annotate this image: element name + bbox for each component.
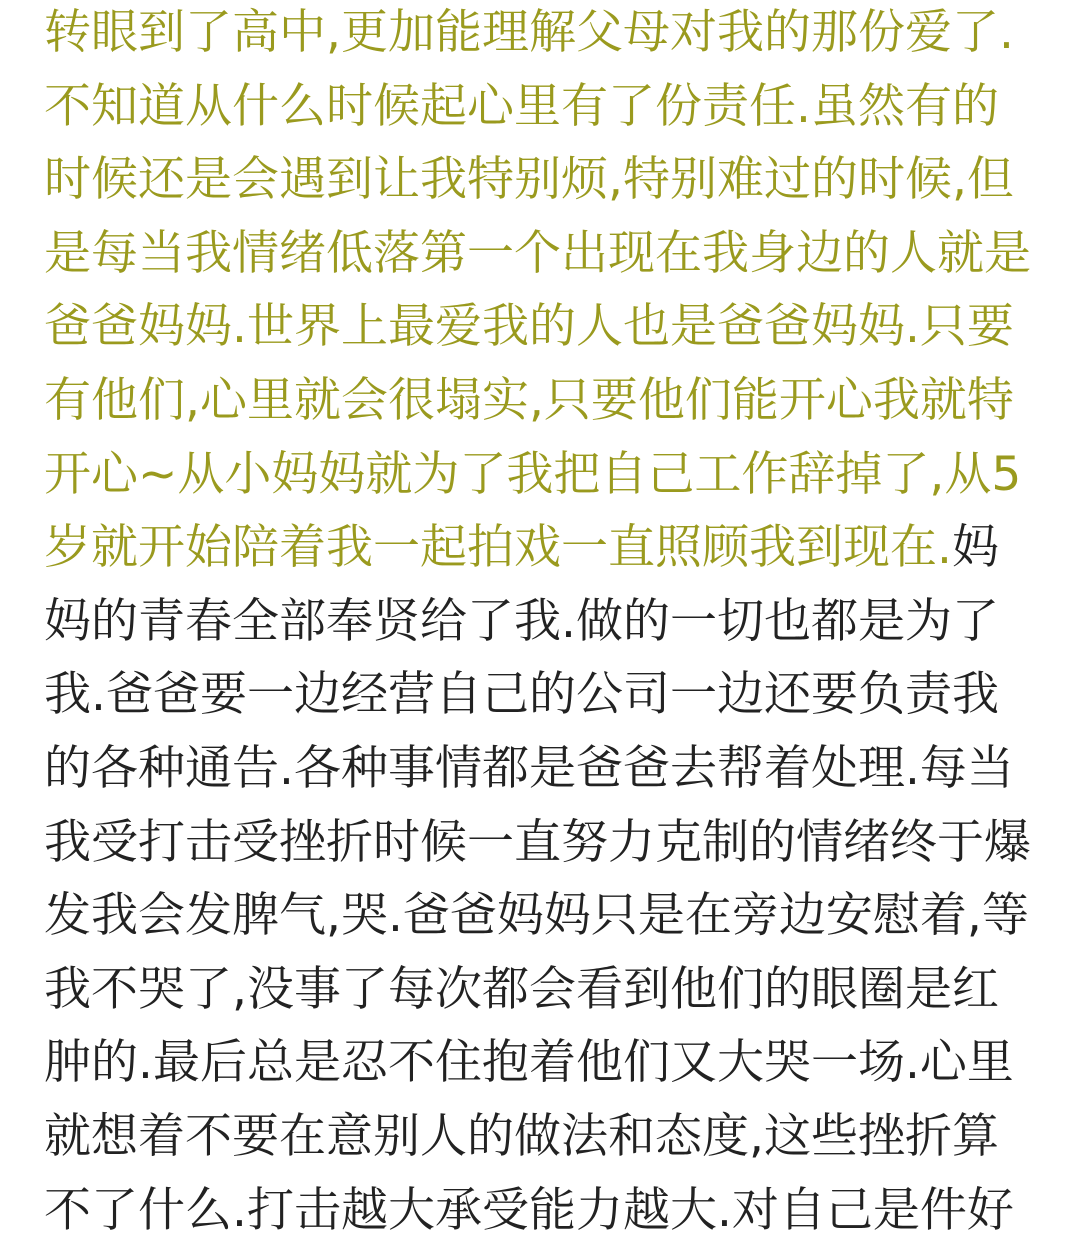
plain-text: 肿的.最后总是忍不住抱着他们又大哭一场.心里 (44, 1035, 1014, 1090)
text-line-16 (44, 1100, 1054, 1174)
plain-text: 妈的青春全部奉贤给了我.做的一切也都是为了 (44, 594, 999, 649)
text-line-6 (44, 364, 1054, 438)
text-line-1 (44, 0, 1054, 70)
plain-text: 妈 (952, 520, 999, 575)
text-line-11 (44, 732, 1054, 806)
highlighted-text: 有他们,心里就会很塌实,只要他们能开心我就特 (44, 373, 1014, 428)
text-line-12 (44, 806, 1054, 880)
plain-text: 发我会发脾气,哭.爸爸妈妈只是在旁边安慰着,等 (44, 888, 1029, 943)
plain-text: 的各种通告.各种事情都是爸爸去帮着处理.每当 (44, 741, 1014, 796)
text-line-13 (44, 879, 1054, 953)
text-line-14 (44, 953, 1054, 1027)
text-line-15 (44, 1026, 1054, 1100)
plain-text: 我.爸爸要一边经营自己的公司一边还要负责我 (44, 667, 999, 722)
text-line-8 (44, 511, 1054, 585)
text-line-17 (44, 1174, 1054, 1247)
highlighted-text: 爸爸妈妈.世界上最爱我的人也是爸爸妈妈.只要 (44, 299, 1014, 354)
highlighted-text: 是每当我情绪低落第一个出现在我身边的人就是 (44, 226, 1031, 281)
highlighted-text: 不知道从什么时候起心里有了份责任.虽然有的 (44, 79, 999, 134)
text-line-3 (44, 143, 1054, 217)
plain-text: 就想着不要在意别人的做法和态度,这些挫折算 (44, 1109, 999, 1164)
text-line-9 (44, 585, 1054, 659)
plain-text: 不了什么.打击越大承受能力越大.对自己是件好 (44, 1183, 1014, 1238)
text-line-4 (44, 217, 1054, 291)
plain-text: 我受打击受挫折时候一直努力克制的情绪终于爆 (44, 815, 1031, 870)
highlighted-text: 岁就开始陪着我一起拍戏一直照顾我到现在. (44, 520, 952, 575)
text-line-5 (44, 290, 1054, 364)
text-line-2 (44, 70, 1054, 144)
text-line-10 (44, 658, 1054, 732)
article-text (44, 0, 1054, 1247)
highlighted-text: 时候还是会遇到让我特别烦,特别难过的时候,但 (44, 152, 1014, 207)
text-line-7 (44, 438, 1054, 512)
highlighted-text: 转眼到了高中,更加能理解父母对我的那份爱了. (44, 5, 1014, 60)
plain-text: 我不哭了,没事了每次都会看到他们的眼圈是红 (44, 962, 999, 1017)
highlighted-text: 开心~从小妈妈就为了我把自己工作辞掉了,从5 (44, 447, 1021, 502)
